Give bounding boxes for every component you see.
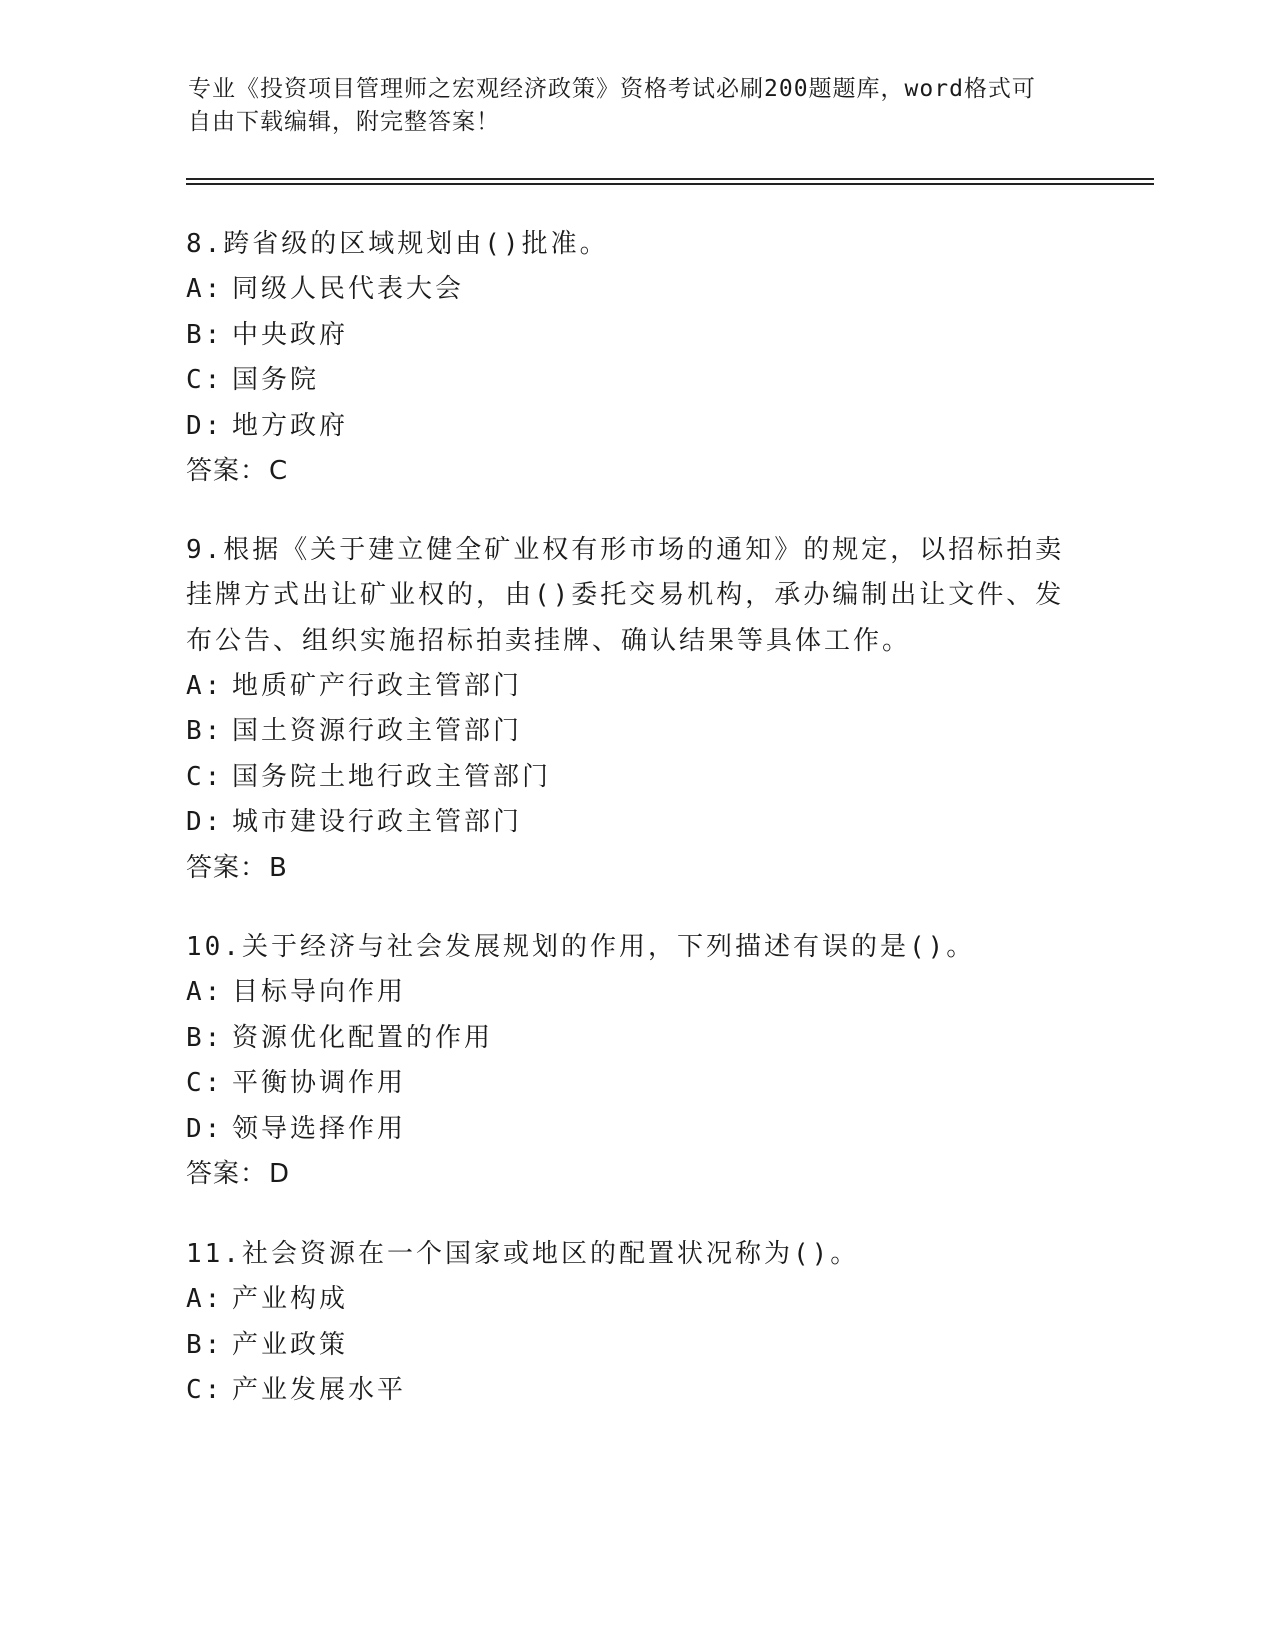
option-text: 平衡协调作用: [232, 1068, 407, 1099]
question-stem-line: 10.关于经济与社会发展规划的作用，下列描述有误的是()。: [186, 932, 976, 962]
answer: [186, 449, 1086, 495]
question-stem: [186, 528, 1086, 664]
option-c: [186, 1368, 1086, 1414]
option-label: B:: [186, 716, 224, 747]
option-text: 城市建设行政主管部门: [232, 807, 523, 838]
option-label: D:: [186, 807, 224, 838]
option-label: B:: [186, 1329, 224, 1360]
answer: [186, 846, 1086, 892]
document-header: [188, 73, 1088, 139]
header-divider-bottom: [186, 183, 1154, 185]
question-stem: [186, 925, 1086, 970]
question-stem: [186, 222, 1086, 267]
header-divider-top: [186, 178, 1154, 180]
answer-label: 答案：: [186, 852, 268, 883]
answer: [186, 1152, 1086, 1198]
option-b: [186, 1323, 1086, 1369]
option-label: C:: [186, 761, 224, 792]
option-a: [186, 1277, 1086, 1323]
option-text: 国土资源行政主管部门: [232, 716, 523, 747]
option-text: 目标导向作用: [232, 977, 407, 1008]
option-label: C:: [186, 365, 224, 396]
answer-label: 答案：: [186, 456, 268, 487]
option-label: A:: [186, 977, 224, 1008]
option-text: 同级人民代表大会: [232, 274, 465, 305]
question-8: [186, 222, 1086, 495]
option-text: 领导选择作用: [232, 1113, 407, 1144]
option-text: 地质矿产行政主管部门: [232, 670, 523, 701]
question-stem-line: 8.跨省级的区域规划由()批准。: [186, 229, 609, 259]
option-text: 产业构成: [232, 1284, 349, 1315]
option-c: [186, 1061, 1086, 1107]
option-a: [186, 664, 1086, 710]
question-11: [186, 1232, 1086, 1414]
option-text: 中央政府: [232, 319, 349, 350]
option-d: [186, 800, 1086, 846]
option-label: C:: [186, 1068, 224, 1099]
option-text: 资源优化配置的作用: [232, 1022, 494, 1053]
question-stem-line: 布公告、组织实施招标拍卖挂牌、确认结果等具体工作。: [186, 625, 912, 656]
answer-value: B: [269, 852, 288, 883]
question-stem: [186, 1232, 1086, 1277]
header-line-2: 自由下载编辑，附完整答案！: [188, 109, 500, 135]
question-10: [186, 925, 1086, 1198]
answer-value: D: [269, 1159, 291, 1190]
answer-value: C: [269, 456, 289, 487]
option-d: [186, 404, 1086, 450]
question-stem-line: 9.根据《关于建立健全矿业权有形市场的通知》的规定，以招标拍卖: [186, 535, 1065, 565]
option-b: [186, 709, 1086, 755]
option-label: B:: [186, 319, 224, 350]
option-a: [186, 970, 1086, 1016]
option-b: [186, 313, 1086, 359]
option-label: A:: [186, 274, 224, 305]
option-text: 产业发展水平: [232, 1375, 407, 1406]
option-text: 地方政府: [232, 410, 349, 441]
question-stem-line: 11.社会资源在一个国家或地区的配置状况称为()。: [186, 1239, 860, 1269]
question-9: [186, 528, 1086, 891]
option-b: [186, 1016, 1086, 1062]
option-text: 产业政策: [232, 1329, 349, 1360]
question-stem-line: 挂牌方式出让矿业权的，由()委托交易机构，承办编制出让文件、发: [186, 580, 1065, 611]
option-label: D:: [186, 410, 224, 441]
option-c: [186, 358, 1086, 404]
option-text: 国务院: [232, 365, 320, 396]
option-label: A:: [186, 1284, 224, 1315]
option-label: A:: [186, 670, 224, 701]
option-label: B:: [186, 1022, 224, 1053]
option-text: 国务院土地行政主管部门: [232, 761, 552, 792]
option-label: C:: [186, 1375, 224, 1406]
header-line-1: 专业《投资项目管理师之宏观经济政策》资格考试必刷200题题库，word格式可: [188, 76, 1036, 102]
option-a: [186, 267, 1086, 313]
option-c: [186, 755, 1086, 801]
answer-label: 答案：: [186, 1159, 268, 1190]
option-d: [186, 1107, 1086, 1153]
option-label: D:: [186, 1113, 224, 1144]
